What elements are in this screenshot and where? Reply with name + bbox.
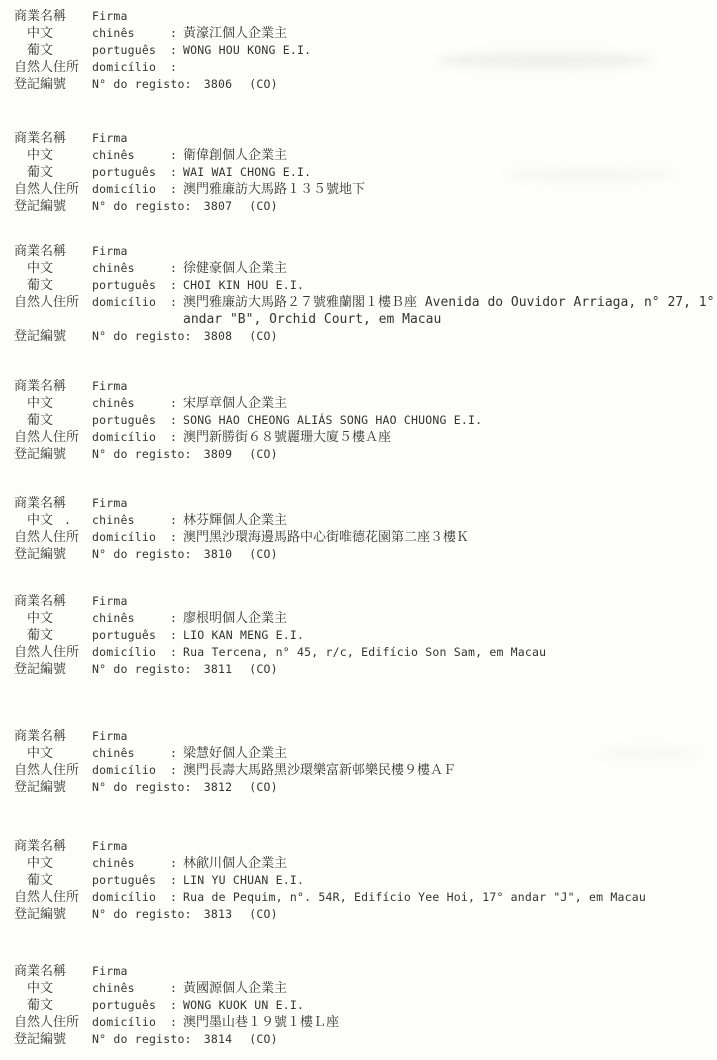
domicile-label-pt: domicílio <box>92 295 157 309</box>
portuguese-name-row <box>14 277 717 294</box>
portuguese-label-zh: 葡文 <box>27 628 54 643</box>
domicile-row <box>14 181 717 198</box>
portuguese-name-row <box>14 872 717 889</box>
chinese-name-value: 衛偉創個人企業主 <box>183 148 288 163</box>
domicile-label-zh: 自然人住所 <box>14 890 80 905</box>
chinese-label-zh: 中文 <box>27 396 54 411</box>
business-name-row <box>14 495 717 512</box>
domicile-value: Rua Tercena, n° 45, r/c, Edifício Son Sam, em Macau <box>183 645 547 659</box>
business-name-label-zh: 商業名稱 <box>14 9 67 24</box>
portuguese-label-pt: português <box>92 43 157 57</box>
domicile-label-zh: 自然人住所 <box>14 530 80 545</box>
registration-label-zh: 登記編號 <box>14 447 67 462</box>
registry-entry <box>14 130 717 215</box>
registration-number: 3806 <box>203 77 233 91</box>
chinese-label-zh: 中文 <box>27 856 54 871</box>
portuguese-name-value: LIN YU CHUAN E.I. <box>183 873 305 887</box>
portuguese-name-row <box>14 412 717 429</box>
registration-label-pt: N° do registo: <box>92 662 192 676</box>
registration-label-zh: 登記編號 <box>14 780 67 795</box>
domicile-label-zh: 自然人住所 <box>14 430 80 445</box>
domicile-label-pt: domicílio <box>92 60 157 74</box>
domicile-value: 澳門雅廉訪大馬路１３５號地下 <box>183 182 366 197</box>
colon: : <box>170 396 178 410</box>
chinese-label-zh: 中文 <box>27 148 54 163</box>
colon: : <box>170 611 178 625</box>
colon: : <box>170 43 178 57</box>
registration-label-zh: 登記編號 <box>14 547 67 562</box>
chinese-name-value: 徐健豪個人企業主 <box>183 261 288 276</box>
registration-row <box>14 546 717 563</box>
portuguese-label-pt: português <box>92 998 157 1012</box>
colon: : <box>170 645 178 659</box>
registration-label-pt: N° do registo: <box>92 1032 192 1046</box>
colon: : <box>170 165 178 179</box>
chinese-label-zh: 中文 . <box>27 513 71 528</box>
registration-row <box>14 1031 717 1048</box>
business-name-row <box>14 728 717 745</box>
portuguese-label-pt: português <box>92 628 157 642</box>
colon: : <box>170 430 178 444</box>
business-name-label-zh: 商業名稱 <box>14 244 67 259</box>
registration-code: (CO) <box>249 907 278 921</box>
business-name-label-pt: Firma <box>92 729 128 743</box>
chinese-label-zh: 中文 <box>27 611 54 626</box>
business-name-row <box>14 8 717 25</box>
registration-label-pt: N° do registo: <box>92 780 192 794</box>
business-name-label-zh: 商業名稱 <box>14 729 67 744</box>
registration-code: (CO) <box>249 329 278 343</box>
colon: : <box>170 148 178 162</box>
registration-label-pt: N° do registo: <box>92 77 192 91</box>
chinese-label-zh: 中文 <box>27 26 54 41</box>
business-name-label-pt: Firma <box>92 379 128 393</box>
business-name-row <box>14 243 717 260</box>
colon: : <box>170 746 178 760</box>
chinese-label-zh: 中文 <box>27 746 54 761</box>
colon: : <box>170 873 178 887</box>
registration-number: 3810 <box>203 547 233 561</box>
business-name-row <box>14 593 717 610</box>
registration-label-pt: N° do registo: <box>92 329 192 343</box>
business-name-label-pt: Firma <box>92 964 128 978</box>
portuguese-label-zh: 葡文 <box>27 278 54 293</box>
registration-label-pt: N° do registo: <box>92 447 192 461</box>
colon: : <box>170 295 178 309</box>
portuguese-name-value: SONG HAO CHEONG ALIÁS SONG HAO CHUONG E.I. <box>183 413 483 427</box>
registration-label-pt: N° do registo: <box>92 199 192 213</box>
domicile-label-zh: 自然人住所 <box>14 645 80 660</box>
domicile-label-pt: domicílio <box>92 530 157 544</box>
registration-label-zh: 登記編號 <box>14 199 67 214</box>
chinese-label-pt: chinês <box>92 26 135 40</box>
registration-label-zh: 登記編號 <box>14 1032 67 1047</box>
portuguese-name-row <box>14 997 717 1014</box>
colon: : <box>170 981 178 995</box>
chinese-name-row <box>14 147 717 164</box>
registration-label-zh: 登記編號 <box>14 662 67 677</box>
portuguese-name-row <box>14 164 717 181</box>
registry-entry <box>14 593 717 678</box>
domicile-row <box>14 294 717 328</box>
chinese-name-row <box>14 980 717 997</box>
chinese-label-zh: 中文 <box>27 261 54 276</box>
domicile-row <box>14 529 717 546</box>
registration-row <box>14 446 717 463</box>
business-name-label-pt: Firma <box>92 594 128 608</box>
chinese-label-pt: chinês <box>92 746 135 760</box>
registration-code: (CO) <box>249 780 278 794</box>
business-name-label-zh: 商業名稱 <box>14 131 67 146</box>
chinese-name-value: 廖根明個人企業主 <box>183 611 288 626</box>
registration-row <box>14 779 717 796</box>
registration-code: (CO) <box>249 1032 278 1046</box>
business-name-label-zh: 商業名稱 <box>14 964 67 979</box>
registry-entry <box>14 243 717 345</box>
domicile-value: 澳門墨山巷１９號１樓Ｌ座 <box>183 1015 340 1030</box>
registration-row <box>14 76 717 93</box>
registration-label-zh: 登記編號 <box>14 77 67 92</box>
registration-label-pt: N° do registo: <box>92 547 192 561</box>
business-name-label-zh: 商業名稱 <box>14 839 67 854</box>
registry-entry <box>14 728 717 796</box>
portuguese-label-pt: português <box>92 873 157 887</box>
chinese-label-pt: chinês <box>92 261 135 275</box>
chinese-name-row <box>14 610 717 627</box>
chinese-name-value: 梁慧好個人企業主 <box>183 746 288 761</box>
registration-code: (CO) <box>249 447 278 461</box>
domicile-value: 澳門新勝街６８號麗珊大廈５樓Ａ座 <box>183 430 392 445</box>
chinese-name-value: 宋厚章個人企業主 <box>183 396 288 411</box>
business-name-label-pt: Firma <box>92 839 128 853</box>
business-name-label-pt: Firma <box>92 244 128 258</box>
domicile-label-pt: domicílio <box>92 763 157 777</box>
chinese-label-zh: 中文 <box>27 981 54 996</box>
business-name-row <box>14 130 717 147</box>
colon: : <box>170 763 178 777</box>
registration-row <box>14 906 717 923</box>
colon: : <box>170 278 178 292</box>
chinese-name-row <box>14 25 717 42</box>
registration-code: (CO) <box>249 77 278 91</box>
domicile-value: 澳門雅廉訪大馬路２７號雅蘭閣１樓Ｂ座 Avenida do Ouvidor Arriaga, n° 27, 1° andar "B", Orchid Court, em Macau <box>183 295 715 327</box>
registration-code: (CO) <box>249 547 278 561</box>
registry-entry <box>14 963 717 1048</box>
chinese-name-value: 黃濠江個人企業主 <box>183 26 288 41</box>
registration-number: 3807 <box>203 199 233 213</box>
colon: : <box>170 513 178 527</box>
registration-row <box>14 661 717 678</box>
chinese-label-pt: chinês <box>92 148 135 162</box>
portuguese-label-zh: 葡文 <box>27 165 54 180</box>
chinese-name-row <box>14 512 717 529</box>
scan-artifact-dot: . <box>64 513 71 527</box>
domicile-value: Rua de Pequim, n°. 54R, Edifício Yee Hoi, 17° andar "J", em Macau <box>183 890 647 904</box>
registration-label-zh: 登記編號 <box>14 907 67 922</box>
portuguese-label-pt: português <box>92 413 157 427</box>
domicile-row <box>14 1014 717 1031</box>
domicile-value: 澳門長壽大馬路黑沙環樂富新邨樂民樓９樓ＡＦ <box>183 763 457 778</box>
business-name-label-zh: 商業名稱 <box>14 379 67 394</box>
chinese-name-row <box>14 855 717 872</box>
colon: : <box>170 26 178 40</box>
portuguese-name-value: WONG KUOK UN E.I. <box>183 998 305 1012</box>
domicile-row <box>14 429 717 446</box>
domicile-label-pt: domicílio <box>92 890 157 904</box>
colon: : <box>170 60 178 74</box>
colon: : <box>170 1015 178 1029</box>
domicile-label-pt: domicílio <box>92 645 157 659</box>
domicile-label-zh: 自然人住所 <box>14 1015 80 1030</box>
business-name-label-pt: Firma <box>92 496 128 510</box>
portuguese-name-value: WONG HOU KONG E.I. <box>183 43 312 57</box>
portuguese-name-value: WAI WAI CHONG E.I. <box>183 165 312 179</box>
colon: : <box>170 530 178 544</box>
chinese-label-pt: chinês <box>92 856 135 870</box>
chinese-name-row <box>14 395 717 412</box>
business-name-row <box>14 963 717 980</box>
registration-number: 3808 <box>203 329 233 343</box>
business-name-label-pt: Firma <box>92 9 128 23</box>
registration-number: 3814 <box>203 1032 233 1046</box>
registry-entry <box>14 378 717 463</box>
business-name-row <box>14 838 717 855</box>
registration-number: 3813 <box>203 907 233 921</box>
colon: : <box>170 628 178 642</box>
portuguese-name-row <box>14 42 717 59</box>
business-name-label-zh: 商業名稱 <box>14 496 67 511</box>
domicile-value: 澳門黑沙環海邊馬路中心街唯德花園第二座３樓Ｋ <box>183 530 470 545</box>
domicile-label-pt: domicílio <box>92 1015 157 1029</box>
portuguese-label-pt: português <box>92 165 157 179</box>
registration-code: (CO) <box>249 199 278 213</box>
domicile-row <box>14 889 717 906</box>
chinese-name-value: 林歈川個人企業主 <box>183 856 288 871</box>
registration-row <box>14 328 717 345</box>
registration-number: 3811 <box>203 662 233 676</box>
chinese-label-pt: chinês <box>92 981 135 995</box>
chinese-name-row <box>14 260 717 277</box>
chinese-label-pt: chinês <box>92 611 135 625</box>
domicile-label-zh: 自然人住所 <box>14 182 80 197</box>
registration-code: (CO) <box>249 662 278 676</box>
business-name-label-pt: Firma <box>92 131 128 145</box>
chinese-name-row <box>14 745 717 762</box>
portuguese-label-pt: português <box>92 278 157 292</box>
registration-row <box>14 198 717 215</box>
portuguese-name-value: LIO KAN MENG E.I. <box>183 628 305 642</box>
portuguese-label-zh: 葡文 <box>27 43 54 58</box>
domicile-label-zh: 自然人住所 <box>14 295 80 310</box>
domicile-label-zh: 自然人住所 <box>14 763 80 778</box>
registration-number: 3812 <box>203 780 233 794</box>
chinese-name-value: 黃國源個人企業主 <box>183 981 288 996</box>
chinese-name-value: 林芬輝個人企業主 <box>183 513 288 528</box>
colon: : <box>170 856 178 870</box>
domicile-row <box>14 762 717 779</box>
domicile-label-zh: 自然人住所 <box>14 60 80 75</box>
colon: : <box>170 890 178 904</box>
chinese-label-pt: chinês <box>92 396 135 410</box>
registry-entry <box>14 8 717 93</box>
domicile-label-pt: domicílio <box>92 430 157 444</box>
registry-entry <box>14 838 717 923</box>
colon: : <box>170 413 178 427</box>
portuguese-name-row <box>14 627 717 644</box>
registration-label-zh: 登記編號 <box>14 329 67 344</box>
chinese-label-pt: chinês <box>92 513 135 527</box>
registration-label-pt: N° do registo: <box>92 907 192 921</box>
colon: : <box>170 261 178 275</box>
domicile-row <box>14 59 717 76</box>
colon: : <box>170 182 178 196</box>
portuguese-label-zh: 葡文 <box>27 873 54 888</box>
registration-number: 3809 <box>203 447 233 461</box>
colon: : <box>170 998 178 1012</box>
business-name-label-zh: 商業名稱 <box>14 594 67 609</box>
portuguese-label-zh: 葡文 <box>27 413 54 428</box>
domicile-label-pt: domicílio <box>92 182 157 196</box>
registry-entry <box>14 495 717 563</box>
portuguese-name-value: CHOI KIN HOU E.I. <box>183 278 305 292</box>
domicile-row <box>14 644 717 661</box>
business-name-row <box>14 378 717 395</box>
portuguese-label-zh: 葡文 <box>27 998 54 1013</box>
